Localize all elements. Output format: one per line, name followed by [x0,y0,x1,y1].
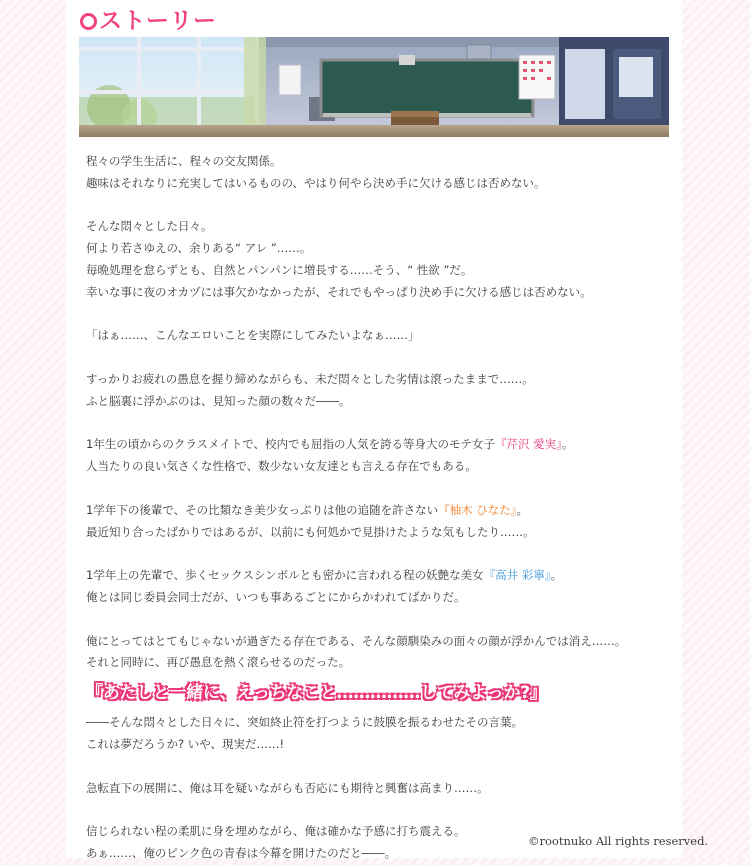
classroom-illustration [79,37,669,137]
heroine-name-takai: 『高井 彩寧』 [483,568,551,583]
story-text-segment: 。 [516,502,528,517]
story-line: 程々の学生生活に、程々の交友関係。 [86,154,282,168]
story-line: 最近知り合ったばかりではあるが、以前にも何処かで見掛けたような気もしたり……。 [86,524,535,539]
copyright-notice: ©rootnuko All rights reserved. [528,834,709,848]
story-line: 「はぁ……、こんなエロいことを実際にしてみたいよなぁ……」 [86,328,420,343]
story-text-segment: 1学年下の後輩で、その比類なき美少女っぷりは他の追随を許さない [86,502,439,517]
heroine-name-yuzuki: 『柚木 ひなた』 [438,502,517,517]
story-line: ふと脳裏に浮かぶのは、見知った顔の数々だ――。 [86,393,351,408]
story-text-segment: 1学年上の先輩で、歩くセックスシンボルとも密かに言われる程の妖艶な美女 [86,568,484,583]
story-line: 何より若さゆえの、余りある“ アレ ”……。 [86,241,312,256]
story-line: これは夢だろうか? いや、現実だ……! [86,736,285,751]
story-line: あぁ……、俺のピンク色の青春は今幕を開けたのだと――。 [86,845,397,860]
story-line [86,565,682,587]
story-line: それと同時に、再び愚息を熱く滾らせるのだった。 [86,655,351,670]
heroine-name-serizawa: 『芹沢 愛実』 [495,437,562,452]
story-text-segment: 。 [550,568,563,583]
story-line: そんな悶々とした日々。 [86,219,213,234]
story-line: すっかりお疲れの愚息を握り締めながらも、未だ悶々とした劣情は滾ったままで……。 [86,371,534,386]
story-line: 俺とは同じ委員会同士だが、いつも事あるごとにからかわれてばかりだ。 [86,589,466,604]
story-line: 趣味はそれなりに充実してはいるものの、やはり何やら決め手に欠ける感じは否めない。 [86,175,546,190]
story-page [66,0,682,858]
story-line [86,500,682,522]
story-text-segment: 1年生の頃からのクラスメイトで、校内でも屈指の人気を誇る等身大のモテ女子 [86,437,496,452]
story-line: 人当たりの良い気さくな性格で、数少ない女友達とも言える存在でもある。 [86,459,477,474]
circle-icon [80,13,97,30]
story-line: 幸いな事に夜のオカヅには事欠かなかったが、それでもやっぱり決め手に欠ける感じは否めない。 [86,284,592,299]
section-title [80,6,217,36]
story-line: 俺にとってはとてもじゃないが過ぎたる存在である、そんな顔馴染みの面々の顔が浮かんでは消え……。 [86,633,627,648]
section-title-text: ストーリー [99,8,217,34]
story-line: 毎晩処理を怠らずとも、自然とパンパンに増長する……そう、“ 性欲 ”だ。 [86,262,473,277]
story-text-segment: 。 [561,437,574,452]
story-line [86,434,682,456]
story-text [86,151,682,865]
highlight-quote: 『あたしと一緒に、えっちなこと……………してみよっか?』 [86,683,547,704]
classroom-banner [79,37,669,137]
story-line: ――そんな悶々とした日々に、突如終止符を打つように鼓膜を振るわせたその言葉。 [86,715,523,730]
story-line: 信じられない程の柔肌に身を埋めながら、俺は確かな予感に打ち震える。 [86,824,466,839]
story-line: 急転直下の展開に、俺は耳を疑いながらも否応にも期待と興奮は高まり……。 [86,780,489,795]
